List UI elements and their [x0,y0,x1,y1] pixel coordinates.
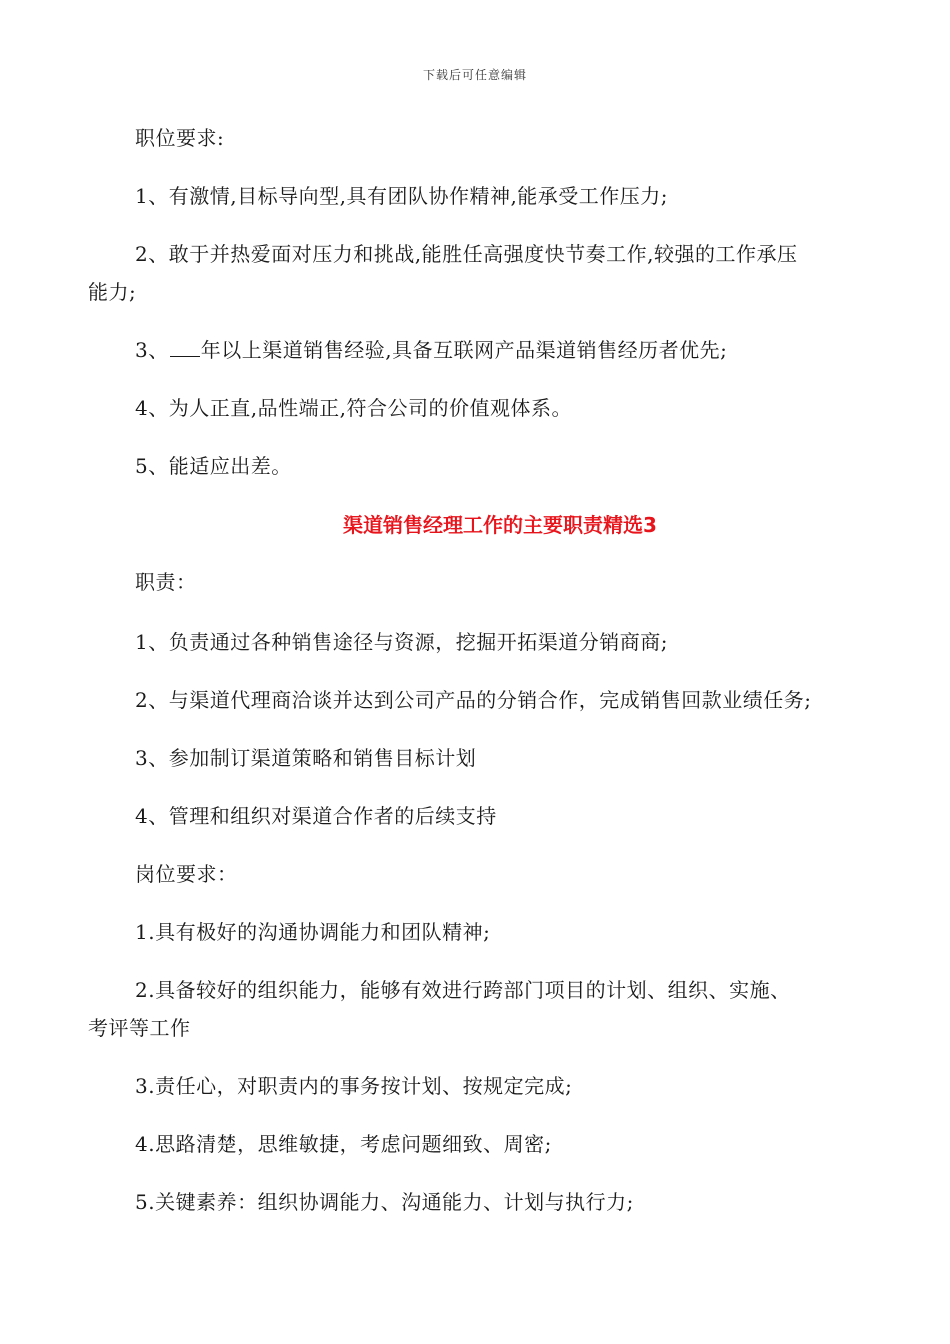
requirement-item-2-continued: 能力; [88,280,137,304]
page-header-note: 下载后可任意编辑 [422,68,527,82]
requirement-item-1: 1、有激情,目标导向型,具有团队协作精神,能承受工作压力; [135,184,669,208]
job-requirement-item-1: 1.具有极好的沟通协调能力和团队精神; [135,920,491,944]
duty-item-2: 2、与渠道代理商洽谈并达到公司产品的分销合作，完成销售回款业绩任务; [135,688,812,712]
job-requirement-item-2-continued: 考评等工作 [88,1016,191,1040]
duty-item-3: 3、参加制订渠道策略和销售目标计划 [135,746,477,770]
fill-in-blank [170,338,200,357]
job-requirement-item-3: 3.责任心，对职责内的事务按计划、按规定完成; [135,1074,573,1098]
requirement-item-4: 4、为人正直,品性端正,符合公司的价值观体系。 [135,396,572,420]
requirement-item-2: 2、敢于并热爱面对压力和挑战,能胜任高强度快节奏工作,较强的工作承压 [135,242,798,266]
requirement-item-5: 5、能适应出差。 [135,454,292,478]
duty-item-4: 4、管理和组织对渠道合作者的后续支持 [135,804,497,828]
job-requirement-item-5: 5.关键素养：组织协调能力、沟通能力、计划与执行力; [135,1190,634,1214]
duties-heading: 职责： [135,570,197,594]
job-requirements-heading: 岗位要求： [135,862,238,886]
job-requirement-item-2: 2.具备较好的组织能力，能够有效进行跨部门项目的计划、组织、实施、 [135,978,791,1002]
duty-item-1: 1、负责通过各种销售途径与资源，挖掘开拓渠道分销商商; [135,630,668,654]
requirement-item-3 [135,338,727,362]
section-heading-position-requirements: 职位要求: [135,126,225,150]
job-requirement-item-4: 4.思路清楚，思维敏捷，考虑问题细致、周密; [135,1132,552,1156]
requirement-item-3-text: 年以上渠道销售经验,具备互联网产品渠道销售经历者优先; [200,338,728,362]
section-title: 渠道销售经理工作的主要职责精选3 [343,513,657,537]
requirement-item-3-number: 3、 [135,338,169,362]
